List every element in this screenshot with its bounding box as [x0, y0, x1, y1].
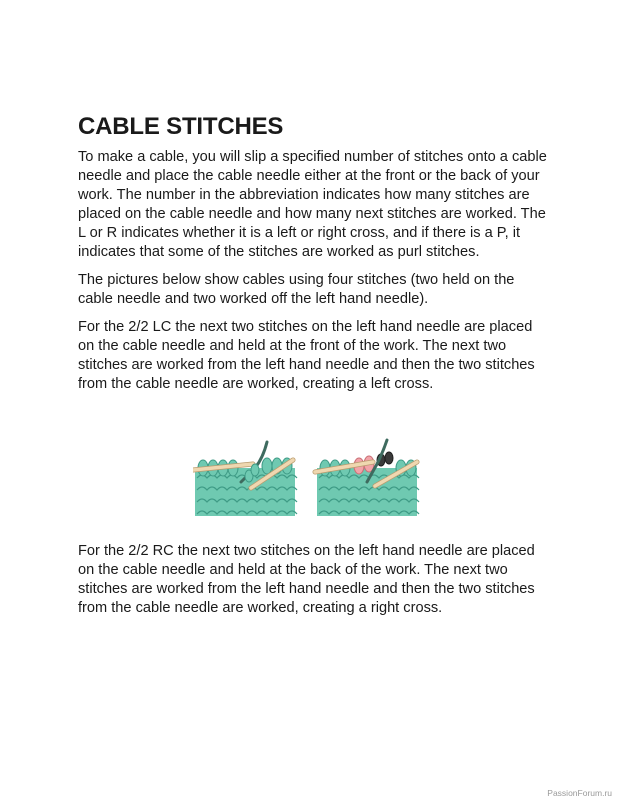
- page-content: [78, 112, 548, 403]
- rc-paragraph: For the 2/2 RC the next two stitches on the left hand needle are placed on the cable needle and held at the back of the work. The next two stitches are worked from the left hand needle and then the two stitches from the cable needle are worked, creating a right cross.: [78, 543, 535, 616]
- pictures-paragraph: The pictures below show cables using four stitches (two held on the cable needle and two worked off the left hand needle).: [78, 272, 515, 307]
- knitting-2-2-lc-illustration-icon: [193, 442, 297, 516]
- page-title: CABLE STITCHES: [78, 113, 284, 140]
- knitting-2-2-rc-illustration-icon: [315, 440, 419, 516]
- watermark: PassionForum.ru: [547, 788, 612, 798]
- intro-paragraph: To make a cable, you will slip a specified number of stitches onto a cable needle and place the cable needle either at the front or the back of your work. The number in the abbreviation indicates how many stitches are placed on the cable needle and how many next stitches are worked. The L or R indicates whether it is a left or right cross, and if there is a P, it indicates that some of the stitches are worked as purl stitches.: [78, 149, 547, 260]
- cable-illustrations: [193, 438, 439, 520]
- lc-paragraph: For the 2/2 LC the next two stitches on the left hand needle are placed on the cable needle and held at the front of the work. The next two stitches are worked from the left hand needle and then the two stitches from the cable needle are worked, creating a left cross.: [78, 319, 535, 392]
- rc-paragraph-block: [78, 542, 548, 627]
